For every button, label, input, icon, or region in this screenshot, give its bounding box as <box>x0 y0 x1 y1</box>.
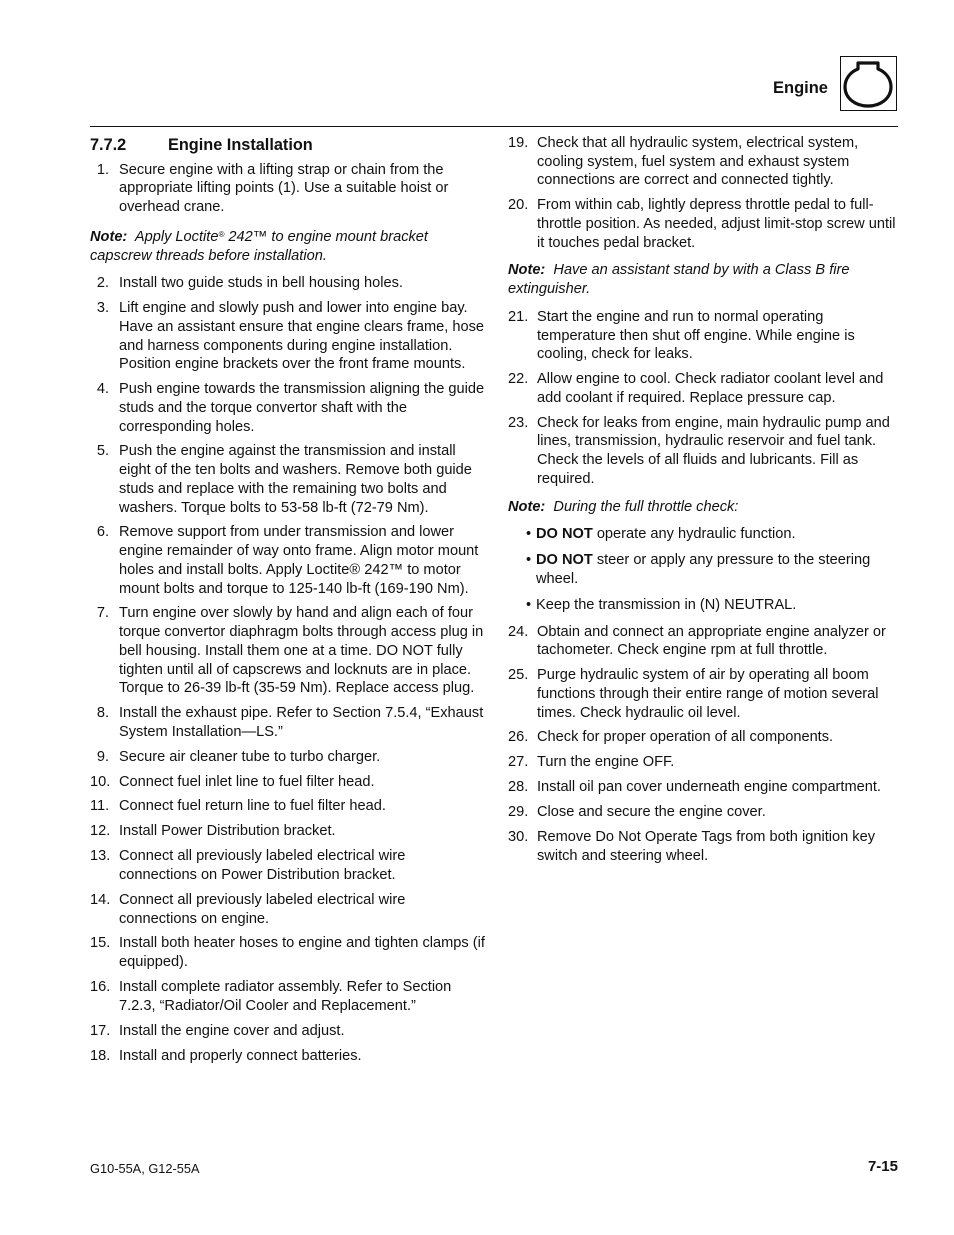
step-number: 2. <box>96 275 109 292</box>
step-text: Push the engine against the transmission and install eight of the ten bolts and washers. Remove both guide studs and replace with the remaining two bolts and washers. Torque bolts to 53-58 lb-ft (72-79 Nm). <box>119 443 472 516</box>
step-item <box>508 778 900 797</box>
note-fire-extinguisher <box>508 261 900 298</box>
step-item <box>90 704 485 741</box>
step-text: Remove support from under transmission and lower engine remainder of way onto frame. Align motor mount holes and install bolts. Apply Loctite® 242™ to motor mount bolts and torque to 125-140 lb-ft (169-190 Nm). <box>119 524 479 597</box>
step-text: Install two guide studs in bell housing holes. <box>119 275 403 292</box>
step-text: Remove Do Not Operate Tags from both ignition key switch and steering wheel. <box>537 828 875 864</box>
step-number: 30. <box>508 828 529 845</box>
right-column <box>508 134 900 872</box>
page-number: 7-15 <box>867 1158 898 1175</box>
bullet-text <box>536 525 796 544</box>
step-text: Connect all previously labeled electrical wire connections on Power Distribution bracket. <box>119 848 406 883</box>
step-number: 18. <box>90 1047 111 1064</box>
step-item <box>508 803 900 822</box>
step-number: 6. <box>96 524 109 541</box>
bullet-icon: • <box>526 552 532 569</box>
step-text: Connect fuel return line to fuel filter head. <box>119 798 386 815</box>
step-item <box>90 604 485 698</box>
step-item <box>508 828 900 865</box>
note-label: Note: <box>90 228 128 245</box>
step-item <box>90 891 485 928</box>
note-label: Note: <box>508 262 546 279</box>
bullet-text <box>536 596 796 615</box>
step-item <box>90 380 485 436</box>
bullet-emphasis: DO NOT <box>536 526 593 543</box>
step-number: 20. <box>508 197 529 214</box>
note-label: Note: <box>508 498 546 515</box>
step-text: Install complete radiator assembly. Refer to Section 7.2.3, “Radiator/Oil Cooler and Replacement.” <box>119 979 452 1014</box>
note-text-b: 242™ to engine mount bracket capscrew threads before installation. <box>90 228 428 264</box>
step-text: Check that all hydraulic system, electrical system, cooling system, fuel system and exhaust system connections are correct and connected tightly. <box>537 135 859 189</box>
step-text: Check for proper operation of all components. <box>537 729 834 746</box>
bullet-icon: • <box>526 597 532 614</box>
step-list-4 <box>508 308 900 489</box>
step-number: 24. <box>508 623 529 640</box>
bullet-item <box>508 525 900 544</box>
step-item <box>90 822 485 841</box>
step-number: 27. <box>508 754 529 771</box>
step-item <box>90 847 485 884</box>
engine-icon <box>841 57 895 109</box>
section-heading <box>90 136 485 155</box>
step-item <box>90 523 485 598</box>
section-number: 7.7.2 <box>90 136 127 154</box>
step-text: Purge hydraulic system of air by operating all boom functions through their entire range of motion several times. Check hydraulic oil level. <box>537 667 879 721</box>
header-divider <box>90 126 898 127</box>
step-number: 19. <box>508 135 529 151</box>
step-list-2 <box>90 274 485 1065</box>
step-text: Install oil pan cover underneath engine compartment. <box>537 779 881 796</box>
engine-badge <box>840 56 897 111</box>
step-number: 22. <box>508 371 529 388</box>
step-list-3 <box>508 134 900 252</box>
step-text: Install Power Distribution bracket. <box>119 823 336 840</box>
step-item <box>508 728 900 747</box>
step-item <box>90 978 485 1015</box>
step-text: Start the engine and run to normal operating temperature then shut off engine. While engine is cooling, check for leaks. <box>537 308 855 363</box>
note-throttle-check <box>508 498 900 517</box>
step-number: 26. <box>508 729 529 746</box>
step-item <box>508 623 900 660</box>
step-number: 9. <box>96 748 109 765</box>
step-text: From within cab, lightly depress throttle pedal to full-throttle position. As needed, adjust limit-stop screw until it touches pedal bracket. <box>537 197 896 251</box>
step-item <box>90 934 485 971</box>
step-item <box>90 797 485 816</box>
bullet-body: operate any hydraulic function. <box>592 526 796 543</box>
step-number: 21. <box>508 308 529 325</box>
bullet-emphasis: DO NOT <box>536 552 593 569</box>
step-text: Secure air cleaner tube to turbo charger. <box>119 748 381 765</box>
step-item <box>508 666 900 722</box>
registered-mark: ® <box>218 229 225 239</box>
step-number: 4. <box>96 381 109 398</box>
step-number: 11. <box>90 798 110 815</box>
bullet-body: Keep the transmission in (N) NEUTRAL. <box>536 597 797 614</box>
step-number: 17. <box>90 1022 111 1039</box>
step-number: 25. <box>508 667 529 684</box>
step-item <box>90 442 485 517</box>
step-number: 1. <box>96 161 109 178</box>
step-item <box>90 773 485 792</box>
step-item <box>508 753 900 772</box>
step-text: Secure engine with a lifting strap or chain from the appropriate lifting points (1). Use a suitable hoist or overhead crane. <box>119 161 449 216</box>
step-item <box>90 274 485 293</box>
step-text: Turn engine over slowly by hand and align each of four torque convertor diaphragm bolts through access plug in bell housing. Install them one at a time. DO NOT fully tighten until all of capscrews and locknuts are in place. Torque to 26-39 lb-ft (35-59 Nm). Replace access plug. <box>119 605 484 697</box>
step-item <box>90 299 485 374</box>
bullet-item <box>508 596 900 615</box>
bullet-icon: • <box>526 526 532 543</box>
step-list-1 <box>90 161 485 217</box>
step-item <box>508 414 900 489</box>
bullet-text <box>536 551 900 588</box>
step-number: 7. <box>96 605 109 622</box>
bullet-body: steer or apply any pressure to the steering wheel. <box>536 552 871 588</box>
section-title: Engine Installation <box>168 136 313 154</box>
step-number: 14. <box>90 891 111 908</box>
note-text: During the full throttle check: <box>553 498 739 515</box>
step-item <box>508 196 900 252</box>
step-text: Push engine towards the transmission aligning the guide studs and the torque convertor shaft with the corresponding holes. <box>119 381 485 435</box>
step-item <box>90 1047 485 1066</box>
step-item <box>508 134 900 190</box>
step-number: 28. <box>508 779 529 796</box>
step-text: Connect fuel inlet line to fuel filter head. <box>119 773 375 790</box>
step-item <box>508 370 900 407</box>
step-item <box>90 1022 485 1041</box>
header-title: Engine <box>772 79 828 97</box>
step-text: Check for leaks from engine, main hydraulic pump and lines, transmission, hydraulic reservoir and fuel tank. Check the levels of all fluids and lubricants. Fill as required. <box>537 414 890 487</box>
note-loctite <box>90 226 485 265</box>
step-item <box>508 308 900 364</box>
note-text-a: Apply Loctite <box>134 228 219 245</box>
step-text: Install the exhaust pipe. Refer to Section 7.5.4, “Exhaust System Installation—LS.” <box>119 705 484 740</box>
step-text: Close and secure the engine cover. <box>537 804 766 821</box>
step-number: 5. <box>96 443 109 460</box>
step-list-5 <box>508 623 900 866</box>
footer-models: G10-55A, G12-55A <box>90 1161 200 1176</box>
step-text: Obtain and connect an appropriate engine analyzer or tachometer. Check engine rpm at full throttle. <box>537 623 886 659</box>
step-number: 23. <box>508 414 529 431</box>
bullet-item <box>508 551 900 588</box>
step-number: 13. <box>90 848 111 865</box>
step-text: Install both heater hoses to engine and tighten clamps (if equipped). <box>119 935 485 971</box>
left-column <box>90 134 485 1071</box>
note-text: Have an assistant stand by with a Class B fire extinguisher. <box>508 262 850 298</box>
step-item <box>90 748 485 767</box>
step-text: Install and properly connect batteries. <box>119 1047 362 1064</box>
step-number: 29. <box>508 804 529 821</box>
step-text: Allow engine to cool. Check radiator coolant level and add coolant if required. Replace pressure cap. <box>537 371 884 406</box>
step-text: Connect all previously labeled electrical wire connections on engine. <box>119 891 406 927</box>
step-number: 3. <box>96 300 109 317</box>
step-number: 15. <box>90 935 111 952</box>
step-text: Turn the engine OFF. <box>537 754 675 771</box>
step-text: Install the engine cover and adjust. <box>119 1022 345 1039</box>
step-number: 8. <box>96 705 109 722</box>
step-number: 16. <box>90 979 111 996</box>
step-number: 12. <box>90 823 111 840</box>
step-text: Lift engine and slowly push and lower into engine bay. Have an assistant ensure that engine clears frame, hose and harness components during engine installation. Position engine brackets over the front frame mounts. <box>119 300 485 373</box>
step-number: 10. <box>90 773 111 790</box>
step-item <box>90 161 485 217</box>
bullet-list <box>508 525 900 615</box>
